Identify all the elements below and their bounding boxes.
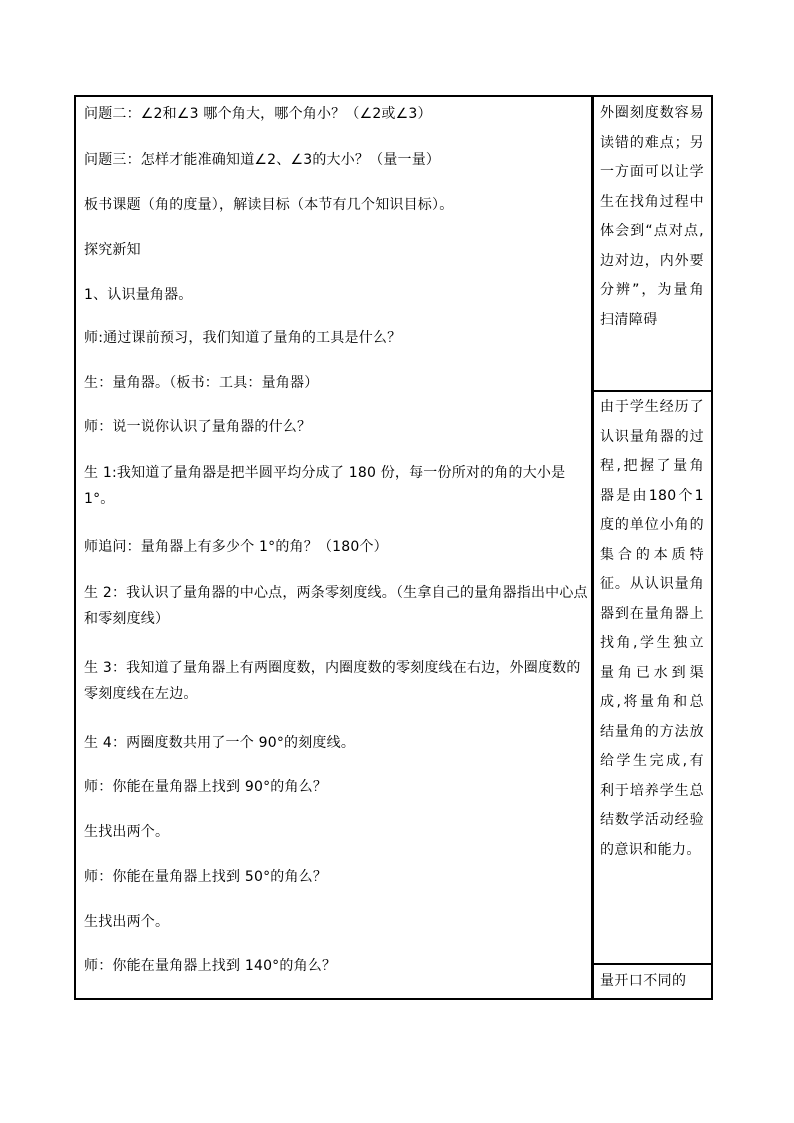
lesson-text-paragraph: 生 1:我知道了量角器是把半圆平均分成了 180 份，每一份所对的角的大小是 1°。: [84, 465, 566, 507]
lesson-content-column: [76, 97, 591, 998]
design-notes-column: [594, 97, 711, 998]
lesson-text-paragraph: 生 2：我认识了量角器的中心点，两条零刻度线。（生拿自己的量角器指出中心点和零刻度线）: [84, 585, 588, 627]
lesson-text-paragraph: 生 3：我知道了量角器上有两圈度数，内圈度数的零刻度线在右边，外圈度数的零刻度线在左边。: [84, 660, 581, 702]
lesson-text-line: 师：你能在量角器上找到 90°的角么？: [84, 779, 328, 795]
lesson-text-line: 师：你能在量角器上找到 50°的角么？: [84, 869, 328, 885]
lesson-text-line: 生找出两个。: [84, 824, 170, 840]
notes-divider: [594, 390, 711, 392]
lesson-text-line: 1、认识量角器。: [84, 287, 193, 303]
lesson-text-line: 师：说一说你认识了量角器的什么？: [84, 419, 312, 435]
lesson-text-line: 生 4：两圈度数共用了一个 90°的刻度线。: [84, 735, 356, 751]
design-note: 外圈刻度数容易读错的难点；另一方面可以让学生在找角过程中体会到“点对点,边对边，内外要分辨”，为量角扫清障碍: [600, 105, 704, 328]
notes-divider: [594, 963, 711, 965]
lesson-text-line: 师追问：量角器上有多少个 1°的角？（180个）: [84, 539, 388, 555]
lesson-text-line: 问题三：怎样才能准确知道∠2、∠3的大小？（量一量）: [84, 152, 441, 168]
lesson-text-line: 问题二：∠2和∠3 哪个角大，哪个角小？（∠2或∠3）: [84, 106, 432, 122]
lesson-text-line: 师：你能在量角器上找到 140°的角么？: [84, 958, 337, 974]
lesson-text-line: 探究新知: [84, 242, 141, 258]
design-note: 由于学生经历了认识量角器的过程,把握了量角器是由180个1度的单位小角的集合的本质特征。从认识量角器到在量角器上找角,学生独立量角已水到渠成,将量角和总结量角的方法放给学生完成,有利于培养学生总结数学活动经验的意识和能力。: [600, 399, 704, 858]
lesson-text-line: 生：量角器。（板书：工具：量角器）: [84, 375, 319, 391]
lesson-text-line: 生找出两个。: [84, 914, 170, 930]
lesson-plan-table: [74, 95, 713, 1000]
design-note: 量开口不同的: [600, 973, 687, 989]
lesson-text-line: 板书课题（角的度量），解读目标（本节有几个知识目标）。: [84, 197, 454, 213]
lesson-text-line: 师:通过课前预习，我们知道了量角的工具是什么？: [84, 330, 402, 346]
